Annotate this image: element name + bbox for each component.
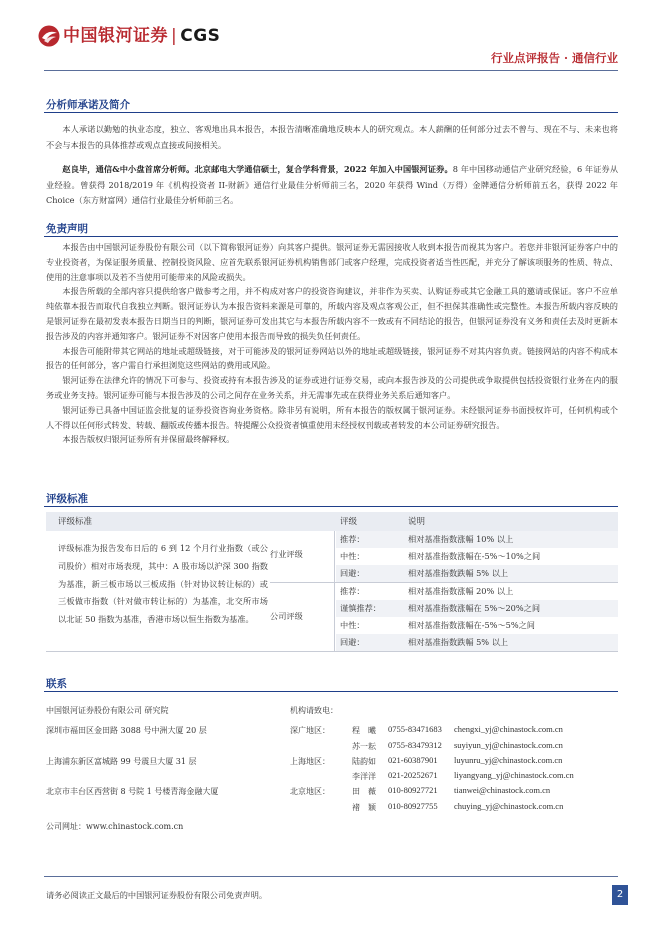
disclaimer-paragraph: 银河证券已具备中国证监会批复的证券投资咨询业务资格。除非另有说明，所有本报告的版权属于银河证券。未经银河证券书面授权许可，任何机构或个人不得以任何形式转发、转载、翻版或传播本报告。特提醒公众投资者慎重使用未经授权刊载或者转发的本公司证券研究报告。 [46, 404, 618, 430]
header-divider [44, 70, 618, 71]
disclaimer-paragraph: 本报告由中国银河证券股份有限公司（以下简称银河证券）向其客户提供。银河证券无需因接收人收到本报告而视其为客户。若您并非银河证券客户中的专业投资者，为保证服务质量、控制投资风险、应首先联系银河证券机构销售部门或客户经理，完成投资者适当性匹配，并充分了解该项服务的性质、特点、使用的注意事项以及若不当使用可能带来的风险或损失。 [46, 242, 618, 282]
footer-disclaimer-note: 请务必阅读正文最后的中国银河证券股份有限公司免责声明。 [46, 890, 268, 900]
disclaimer-section-divider [44, 236, 618, 237]
region-shanghai: 上海地区： [290, 757, 330, 766]
contact-name: 褚 颖 [352, 803, 376, 812]
disclaimer-section-title: 免责声明 [46, 223, 88, 235]
analyst-bio [46, 162, 618, 209]
contact-name: 苏一耘 [352, 742, 376, 751]
contact-email[interactable]: tianwei@chinastock.com.cn [454, 785, 551, 795]
rating-row [336, 600, 618, 617]
contact-company: 中国银河证券股份有限公司 研究院 [46, 706, 169, 715]
rating-grade: 回避： [340, 568, 365, 578]
logo-cn: 中国银河证券 [63, 26, 168, 46]
industry-rating-label: 行业评级 [270, 549, 303, 559]
rating-row [336, 634, 618, 651]
rating-description: 相对基准指数涨幅在-5%～10%之间 [408, 551, 541, 561]
contact-email[interactable]: chuying_yj@chinastock.com.cn [454, 801, 564, 811]
disclaimer-paragraph: 本报告可能附带其它网站的地址或超级链接，对于可能涉及的银河证券网站以外的地址或超级链接，银河证券不对其内容负责。链接网站的内容不构成本报告的任何部分，客户需自行承担浏览这些网站的费用或风险。 [46, 345, 618, 371]
contact-phone: 0755-83479312 [388, 740, 442, 750]
footer-divider [44, 876, 618, 877]
rating-col-rating: 评级 [340, 517, 358, 527]
page-number: 2 [612, 885, 628, 905]
rating-section-title: 评级标准 [46, 493, 88, 505]
rating-standard-text: 评级标准为报告发布日后的 6 到 12 个月行业指数（或公司股价）相对市场表现，其中：A 股市场以沪深 300 指数为基准，新三板市场以三板成指（针对协议转让标的）或三板做市指数（针对做市转让标的）为基准，北交所市场以北证 50 指数为基准，香港市场以恒生指数为基准。 [58, 543, 268, 625]
rating-row [336, 565, 618, 582]
report-type: 行业点评报告 · 通信行业 [490, 51, 618, 65]
contact-email[interactable]: luyunru_yj@chinastock.com.cn [454, 755, 563, 765]
analyst-commitment: 本人承诺以勤勉的执业态度，独立、客观地出具本报告，本报告清晰准确地反映本人的研究观点。本人薪酬的任何部分过去不曾与、现在不与、未来也将不会与本报告的具体推荐或观点直接或间接相关。 [46, 124, 618, 150]
rating-description: 相对基准指数跌幅 5% 以上 [408, 637, 509, 647]
rating-col-standard: 评级标准 [58, 517, 93, 527]
disclaimer-paragraph: 本报告版权归银河证券所有并保留最终解释权。 [62, 434, 235, 445]
rating-table [46, 512, 618, 652]
contact-email[interactable]: chengxi_yj@chinastock.com.cn [454, 724, 563, 734]
rating-group-divider [270, 582, 618, 583]
rating-table-header [46, 512, 618, 531]
rating-row [336, 617, 618, 634]
contact-name: 程 曦 [352, 726, 376, 735]
rating-grade: 推荐： [340, 534, 365, 544]
contact-email[interactable]: liyangyang_yj@chinastock.com.cn [454, 770, 574, 780]
address-beijing: 北京市丰台区西营街 8 号院 1 号楼青海金融大厦 [46, 787, 219, 796]
contact-phone: 021-60387901 [388, 755, 438, 765]
rating-grade: 中性： [340, 620, 365, 630]
address-shenzhen: 深圳市福田区金田路 3088 号中洲大厦 20 层 [46, 726, 207, 735]
region-beijing: 北京地区： [290, 787, 330, 796]
contact-phone: 010-80927721 [388, 785, 438, 795]
company-website[interactable]: 公司网址：www.chinastock.com.cn [46, 822, 184, 831]
contact-name: 陆韵如 [352, 757, 376, 766]
analyst-section-title: 分析师承诺及简介 [46, 99, 130, 111]
contact-email[interactable]: suyiyun_yj@chinastock.com.cn [454, 740, 563, 750]
rating-description: 相对基准指数跌幅 5% 以上 [408, 568, 509, 578]
address-shanghai: 上海浦东新区富城路 99 号震旦大厦 31 层 [46, 757, 197, 766]
rating-description: 相对基准指数涨幅在 5%～20%之间 [408, 603, 541, 613]
rating-description: 相对基准指数涨幅在-5%～5%之间 [408, 620, 535, 630]
rating-section-divider [44, 506, 618, 507]
rating-description: 相对基准指数涨幅 20% 以上 [408, 586, 514, 596]
company-logo [63, 25, 220, 47]
rating-grade: 中性： [340, 551, 365, 561]
rating-row [336, 583, 618, 600]
company-rating-label: 公司评级 [270, 611, 303, 621]
rating-description: 相对基准指数涨幅 10% 以上 [408, 534, 514, 544]
cgs-logo-icon [38, 25, 60, 47]
logo-en: CGS [180, 26, 221, 46]
rating-row [336, 548, 618, 565]
contact-phone: 0755-83471683 [388, 724, 442, 734]
contact-section-title: 联系 [46, 678, 67, 690]
contact-name: 田 薇 [352, 787, 376, 796]
disclaimer-paragraph: 银河证券在法律允许的情况下可参与、投资或持有本报告涉及的证券或进行证券交易，或向本报告涉及的公司提供或争取提供包括投资银行业务在内的服务或业务支持。银河证券可能与本报告涉及的公司之间存在业务关系，并无需事先或在获得业务关系后通知客户。 [46, 375, 618, 400]
analyst-section-divider [44, 112, 618, 113]
logo-separator: | [171, 26, 178, 46]
disclaimer-body [46, 240, 618, 447]
rating-col-desc: 说明 [408, 517, 426, 527]
contact-phone: 010-80927755 [388, 801, 438, 811]
contact-section-divider [44, 691, 618, 692]
disclaimer-paragraph: 本报告所载的全部内容只提供给客户做参考之用，并不构成对客户的投资咨询建议，并非作为买卖、认购证券或其它金融工具的邀请或保证。客户不应单纯依靠本报告而取代自我独立判断。银河证券认为本报告资料来源是可靠的，所载内容及观点客观公正，但不担保其准确性或完整性。本报告所载内容反映的是银河证券在最初发表本报告日期当日的判断，银河证券可发出其它与本报告所载内容不一致或有不同结论的报告，但银河证券没有义务和责任去及时更新本报告涉及的内容并通知客户。银河证券不对因客户使用本报告而导致的损失负任何责任。 [46, 286, 618, 341]
contact-name: 李洋洋 [352, 772, 376, 781]
analyst-bio-rest: 8 年中国移动通信产业研究经验，6 年证券从业经验。曾获得 2018/2019 年《机构投资者 II-财新》通信行业最佳分析师前三名，2020 年获得 Wind（万得）金牌通信分析师前五名，获得 2022 年 Choice（东方财富网）通信行业最佳分析师前三名。 [46, 164, 619, 205]
rating-grade: 谨慎推荐： [340, 603, 381, 613]
rating-grade: 推荐： [340, 586, 365, 596]
rating-row [336, 531, 618, 548]
rating-table-bottom [46, 651, 618, 652]
contact-phone: 021-20252671 [388, 770, 438, 780]
contact-sales-label: 机构请致电： [290, 706, 338, 715]
region-shenzhen-guangzhou: 深广地区： [290, 726, 330, 735]
rating-grade: 回避： [340, 637, 365, 647]
analyst-bio-bold: 赵良毕，通信&中小盘首席分析师。北京邮电大学通信硕士，复合学科背景，2022 年加入中国银河证券。 [62, 164, 453, 174]
rating-column-divider [334, 531, 335, 651]
